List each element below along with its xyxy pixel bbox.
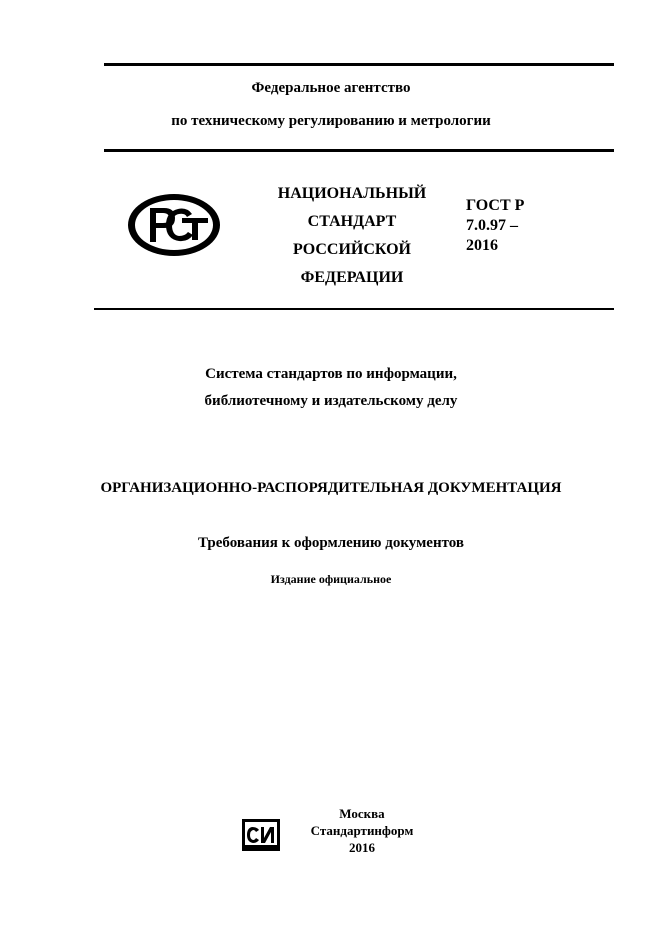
imprint-city: Москва — [339, 806, 385, 821]
agency-name-line1: Федеральное агентство — [251, 80, 411, 96]
document-subtitle: Требования к оформлению документов — [197, 535, 465, 551]
imprint-year: 2016 — [349, 840, 375, 855]
document-title: ОРГАНИЗАЦИОННО-РАСПОРЯДИТЕЛЬНАЯ ДОКУМЕНТАЦИЯ — [100, 480, 562, 496]
standard-designation — [466, 196, 524, 256]
agency-name-line2: по техническому регулированию и метрологии — [171, 113, 491, 129]
designation-line: 2016 — [466, 237, 498, 254]
top-rule — [104, 63, 614, 66]
series-title-line1: Система стандартов по информации, — [205, 366, 457, 382]
designation-line: 7.0.97 – — [466, 217, 518, 234]
edition-label: Издание официальное — [270, 572, 392, 586]
standard-block-rule — [94, 308, 614, 310]
title-line: НАЦИОНАЛЬНЫЙ — [277, 185, 427, 202]
designation-line: ГОСТ Р — [466, 197, 525, 214]
title-line: ФЕДЕРАЦИИ — [300, 269, 404, 286]
title-line: РОССИЙСКОЙ — [293, 241, 411, 258]
standartinform-logo-icon — [242, 819, 280, 856]
agency-rule — [104, 149, 614, 152]
national-standard-title — [262, 180, 442, 292]
imprint-publisher: Стандартинформ — [310, 823, 414, 838]
title-line: СТАНДАРТ — [307, 213, 397, 230]
series-title-line2: библиотечному и издательскому делу — [204, 393, 458, 409]
rst-certification-logo-icon — [126, 192, 222, 263]
